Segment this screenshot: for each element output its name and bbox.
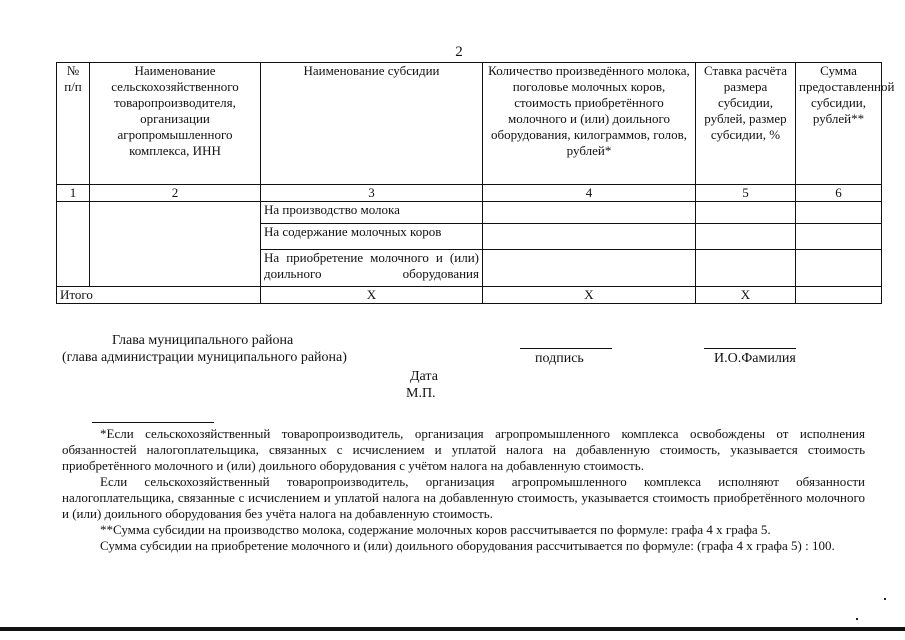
column-number: 6 [796, 185, 882, 202]
page-number: 2 [455, 44, 463, 60]
scan-speck [856, 618, 858, 620]
signature-label: подпись [535, 351, 584, 366]
cell-empty [483, 250, 696, 287]
column-number: 2 [90, 185, 261, 202]
footnotes [62, 426, 865, 554]
column-number-row [57, 185, 882, 202]
head-title-alt: (глава администрации муниципального района) [62, 350, 347, 365]
name-line [704, 348, 796, 349]
scan-edge [0, 627, 905, 631]
cell-empty [57, 202, 90, 287]
header-quantity: Количество произведённого молока, поголовье молочных коров, стоимость приобретённого молочного и (или) доильного оборудования, килограммов, голов, рублей* [483, 63, 696, 185]
column-number: 5 [696, 185, 796, 202]
total-row [57, 287, 882, 304]
table-row [57, 202, 882, 224]
name-label: И.О.Фамилия [714, 351, 796, 366]
footnote-formula-equipment: Сумма субсидии на приобретение молочного и (или) доильного оборудования рассчитывается по формуле: (графа 4 х графа 5) : 100. [100, 538, 835, 553]
subsidy-equipment-purchase: На приобретение молочного и (или) доильного оборудования [261, 250, 483, 287]
cell-empty [796, 224, 882, 250]
date-label: Дата [410, 369, 438, 384]
header-producer: Наименование сельскохозяйственного товаропроизводителя, организации агропромышленного комплекса, ИНН [90, 63, 261, 185]
cell-empty [483, 224, 696, 250]
cell-empty [90, 202, 261, 287]
footnote-formula-milk: **Сумма субсидии на производство молока, содержание молочных коров рассчитывается по формуле: графа 4 х графа 5. [100, 522, 771, 537]
cell-empty [796, 287, 882, 304]
column-number: 3 [261, 185, 483, 202]
head-title: Глава муниципального района [112, 333, 294, 348]
subsidy-milk-production: На производство молока [261, 202, 483, 224]
cell-empty [796, 202, 882, 224]
cell-empty [483, 202, 696, 224]
total-mark: Х [696, 287, 796, 304]
column-number: 1 [57, 185, 90, 202]
cell-empty [696, 202, 796, 224]
header-rate: Ставка расчёта размера субсидии, рублей, размер субсидии, % [696, 63, 796, 185]
total-label: Итого [57, 287, 261, 304]
header-sum: Сумма предоставленной субсидии, рублей** [796, 63, 882, 185]
cell-empty [796, 250, 882, 287]
signature-line [520, 348, 612, 349]
subsidy-table [56, 62, 895, 304]
total-mark: Х [483, 287, 696, 304]
footnote-vat-payer: Если сельскохозяйственный товаропроизводитель, организация агропромышленного комплекса исполняют обязанности налогоплательщика, связанные с исчислением и уплатой налога на добавленную стоимость, указывается стоимость приобретённого молочного и (или) доильного оборудования без учёта налога на добавленную стоимость. [62, 474, 865, 521]
table-header-row [57, 63, 882, 185]
cell-empty [696, 250, 796, 287]
stamp-label: М.П. [406, 386, 436, 401]
subsidy-cow-maintenance: На содержание молочных коров [261, 224, 483, 250]
column-number: 4 [483, 185, 696, 202]
scan-speck [884, 598, 886, 600]
header-subsidy-name: Наименование субсидии [261, 63, 483, 185]
footnote-separator [92, 422, 214, 423]
header-number: № п/п [57, 63, 90, 185]
cell-empty [696, 224, 796, 250]
footnote-vat-exempt: *Если сельскохозяйственный товаропроизводитель, организация агропромышленного комплекса освобождены от исполнения обязанностей налогоплательщика, связанных с исчислением и уплатой налога на добавленную стоимость, указывается стоимость приобретённого молочного и (или) доильного оборудования с учётом налога на добавленную стоимость. [62, 426, 865, 473]
total-mark: Х [261, 287, 483, 304]
